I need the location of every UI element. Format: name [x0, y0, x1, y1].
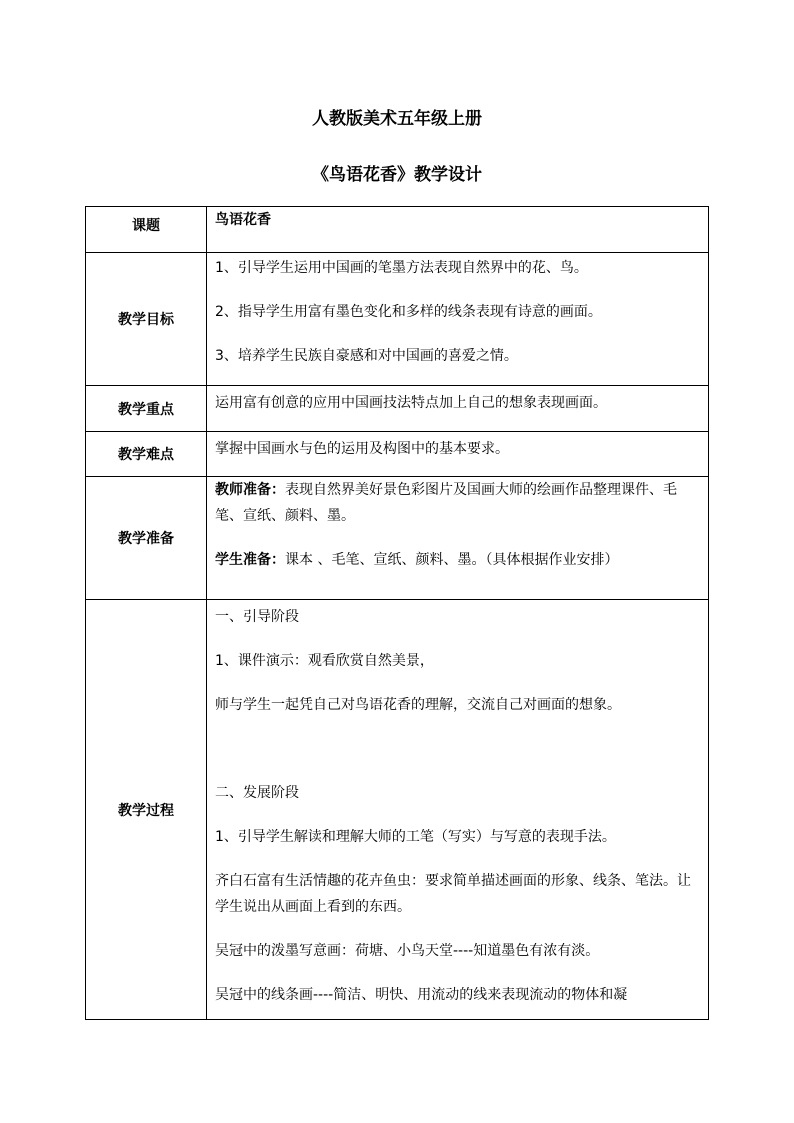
key-points-label: 教学重点	[86, 386, 207, 432]
table-row-preparation	[86, 477, 709, 600]
stage2-title: 二、发展阶段	[215, 785, 299, 801]
topic-label: 课题	[86, 207, 207, 253]
stage2-item: 1、引导学生解读和理解大师的工笔（写实）与写意的表现手法。	[215, 829, 616, 845]
table-row-process	[86, 600, 709, 1020]
stage2-item: 吴冠中的线条画----简洁、明快、用流动的线来表现流动的物体和凝	[215, 987, 628, 1003]
difficulties-text: 掌握中国画水与色的运用及构图中的基本要求。	[215, 441, 509, 457]
document-title: 人教版美术五年级上册	[312, 109, 482, 129]
topic-value	[207, 207, 709, 253]
topic-text: 鸟语花香	[215, 212, 271, 228]
stage1-item: 师与学生一起凭自己对鸟语花香的理解，交流自己对画面的想象。	[215, 697, 621, 713]
process-label: 教学过程	[86, 600, 207, 1020]
key-points-content	[207, 386, 709, 432]
difficulties-content	[207, 432, 709, 477]
key-points-text: 运用富有创意的应用中国画技法特点加上自己的想象表现画面。	[215, 395, 607, 411]
table-row-key-points	[86, 386, 709, 432]
difficulties-label: 教学难点	[86, 432, 207, 477]
student-preparation-label: 学生准备：	[215, 552, 285, 568]
stage2-item: 吴冠中的泼墨写意画：荷塘、小鸟天堂----知道墨色有浓有淡。	[215, 943, 600, 959]
student-preparation-text: 课本 、毛笔、宣纸、颜料、墨。（具体根据作业安排）	[285, 552, 619, 568]
table-row-difficulties	[86, 432, 709, 477]
lesson-plan-table	[85, 206, 709, 1020]
student-preparation	[215, 547, 700, 573]
stage1-item: 1、课件演示：观看欣赏自然美景，	[215, 653, 434, 669]
table-row-objectives	[86, 253, 709, 386]
stage2-item: 齐白石富有生活情趣的花卉鱼虫：要求简单描述画面的形象、线条、笔法。让学生说出从画面上看到的东西。	[215, 873, 691, 915]
preparation-label: 教学准备	[86, 477, 207, 600]
objective-item: 1、引导学生运用中国画的笔墨方法表现自然界中的花、鸟。	[215, 260, 588, 276]
stage1-title: 一、引导阶段	[215, 609, 299, 625]
preparation-content	[207, 477, 709, 600]
objective-item: 2、指导学生用富有墨色变化和多样的线条表现有诗意的画面。	[215, 304, 602, 320]
objective-item: 3、培养学生民族自豪感和对中国画的喜爱之情。	[215, 348, 518, 364]
document-subtitle: 《鸟语花香》教学设计	[312, 165, 482, 185]
objectives-content	[207, 253, 709, 386]
process-content	[207, 600, 709, 1020]
objectives-label: 教学目标	[86, 253, 207, 386]
teacher-preparation	[215, 477, 700, 529]
teacher-preparation-label: 教师准备：	[215, 482, 285, 498]
teacher-preparation-text: 表现自然界美好景色彩图片及国画大师的绘画作品整理课件、毛笔、宣纸、颜料、墨。	[215, 482, 677, 524]
table-row-topic	[86, 207, 709, 253]
